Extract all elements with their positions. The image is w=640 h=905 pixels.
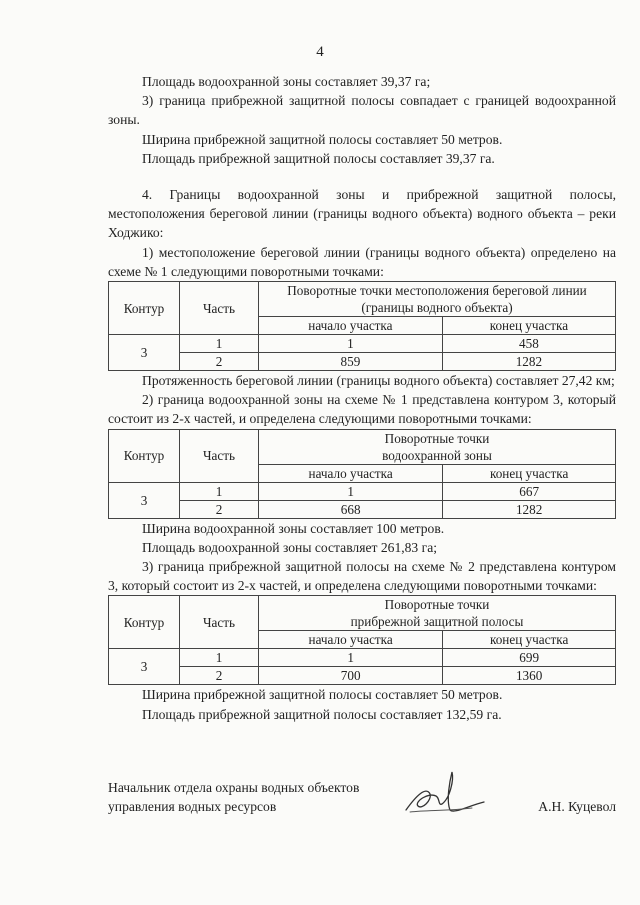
cell-end: 1282: [442, 353, 615, 371]
paragraph: 3) граница прибрежной защитной полосы на схеме № 2 представлена контуром 3, который состоит из 2-х частей, и определена следующими поворотными точками:: [108, 559, 616, 594]
cell-start: 1: [259, 482, 443, 500]
header-start: начало участка: [259, 317, 443, 335]
cell-part: 1: [180, 482, 259, 500]
page-number: 4: [316, 44, 324, 60]
cell-start: 859: [259, 353, 443, 371]
cell-start: 700: [259, 667, 443, 685]
signatory-position-line2: управления водных ресурсов: [108, 799, 277, 814]
paragraph: Площадь водоохранной зоны составляет 261,83 га;: [142, 539, 438, 555]
paragraph: Протяженность береговой линии (границы водного объекта) составляет 27,42 км;: [142, 373, 615, 389]
table-row: [109, 500, 616, 518]
shoreline-points-table: [108, 281, 616, 371]
table-row: [109, 482, 616, 500]
signatory-name: А.Н. Куцевол: [538, 799, 616, 814]
document-body: [108, 72, 616, 724]
paragraph: 1) местоположение береговой линии (границы водного объекта) определено на схеме № 1 следующими поворотными точками:: [108, 244, 616, 279]
header-start: начало участка: [259, 631, 443, 649]
cell-start: 1: [259, 335, 443, 353]
paragraph: 3) граница прибрежной защитной полосы совпадает с границей водоохранной зоны.: [108, 93, 616, 128]
header-contour: Контур: [109, 282, 180, 335]
header-end: конец участка: [443, 631, 616, 649]
cell-start: 668: [259, 500, 443, 518]
signatory-position-line1: Начальник отдела охраны водных объектов: [108, 780, 360, 795]
header-part: Часть: [180, 282, 259, 335]
cell-part: 1: [180, 335, 259, 353]
table-row: [109, 649, 616, 667]
paragraph: Площадь прибрежной защитной полосы составляет 39,37 га.: [142, 150, 495, 166]
handwritten-signature-icon: [388, 766, 498, 826]
paragraph: Площадь водоохранной зоны составляет 39,37 га;: [142, 74, 431, 89]
header-group-line2: водоохранной зоны: [259, 447, 616, 465]
header-group-line2: прибрежной защитной полосы: [259, 613, 616, 631]
paragraph: Ширина прибрежной защитной полосы составляет 50 метров.: [142, 131, 503, 147]
header-start: начало участка: [259, 464, 443, 482]
cell-end: 667: [443, 482, 616, 500]
coastal-protection-strip-table: [108, 595, 616, 685]
table-row: [109, 335, 616, 353]
header-contour: Контур: [109, 429, 180, 482]
header-end: конец участка: [442, 317, 615, 335]
cell-end: 699: [443, 649, 616, 667]
table-row: [109, 353, 616, 371]
table-row: [109, 667, 616, 685]
water-protection-zone-table: [108, 429, 616, 519]
paragraph: Ширина прибрежной защитной полосы составляет 50 метров.: [142, 687, 503, 703]
cell-part: 1: [180, 649, 259, 667]
header-part: Часть: [180, 596, 259, 649]
cell-contour: 3: [109, 482, 180, 518]
header-group-line1: Поворотные точки: [259, 596, 616, 614]
header-group-line1: Поворотные точки: [259, 429, 616, 447]
header-end: конец участка: [443, 464, 616, 482]
signature-block: [108, 778, 616, 816]
cell-contour: 3: [109, 335, 180, 371]
paragraph: Ширина водоохранной зоны составляет 100 метров.: [142, 520, 445, 536]
cell-start: 1: [259, 649, 443, 667]
header-contour: Контур: [109, 596, 180, 649]
cell-end: 1360: [443, 667, 616, 685]
header-group: Поворотные точки местоположения береговой линии (границы водного объекта): [259, 282, 616, 317]
cell-part: 2: [180, 667, 259, 685]
cell-contour: 3: [109, 649, 180, 685]
cell-end: 458: [442, 335, 615, 353]
paragraph: 2) граница водоохранной зоны на схеме № 1 представлена контуром 3, который состоит из 2-х частей, и определена следующими поворотными точками:: [108, 392, 616, 427]
cell-part: 2: [180, 353, 259, 371]
cell-part: 2: [180, 500, 259, 518]
paragraph: Площадь прибрежной защитной полосы составляет 132,59 га.: [142, 706, 502, 722]
cell-end: 1282: [443, 500, 616, 518]
section-heading: 4. Границы водоохранной зоны и прибрежной защитной полосы, местоположения береговой линии (границы водного объекта) водного объекта – реки Ходжико:: [108, 187, 616, 241]
header-part: Часть: [180, 429, 259, 482]
